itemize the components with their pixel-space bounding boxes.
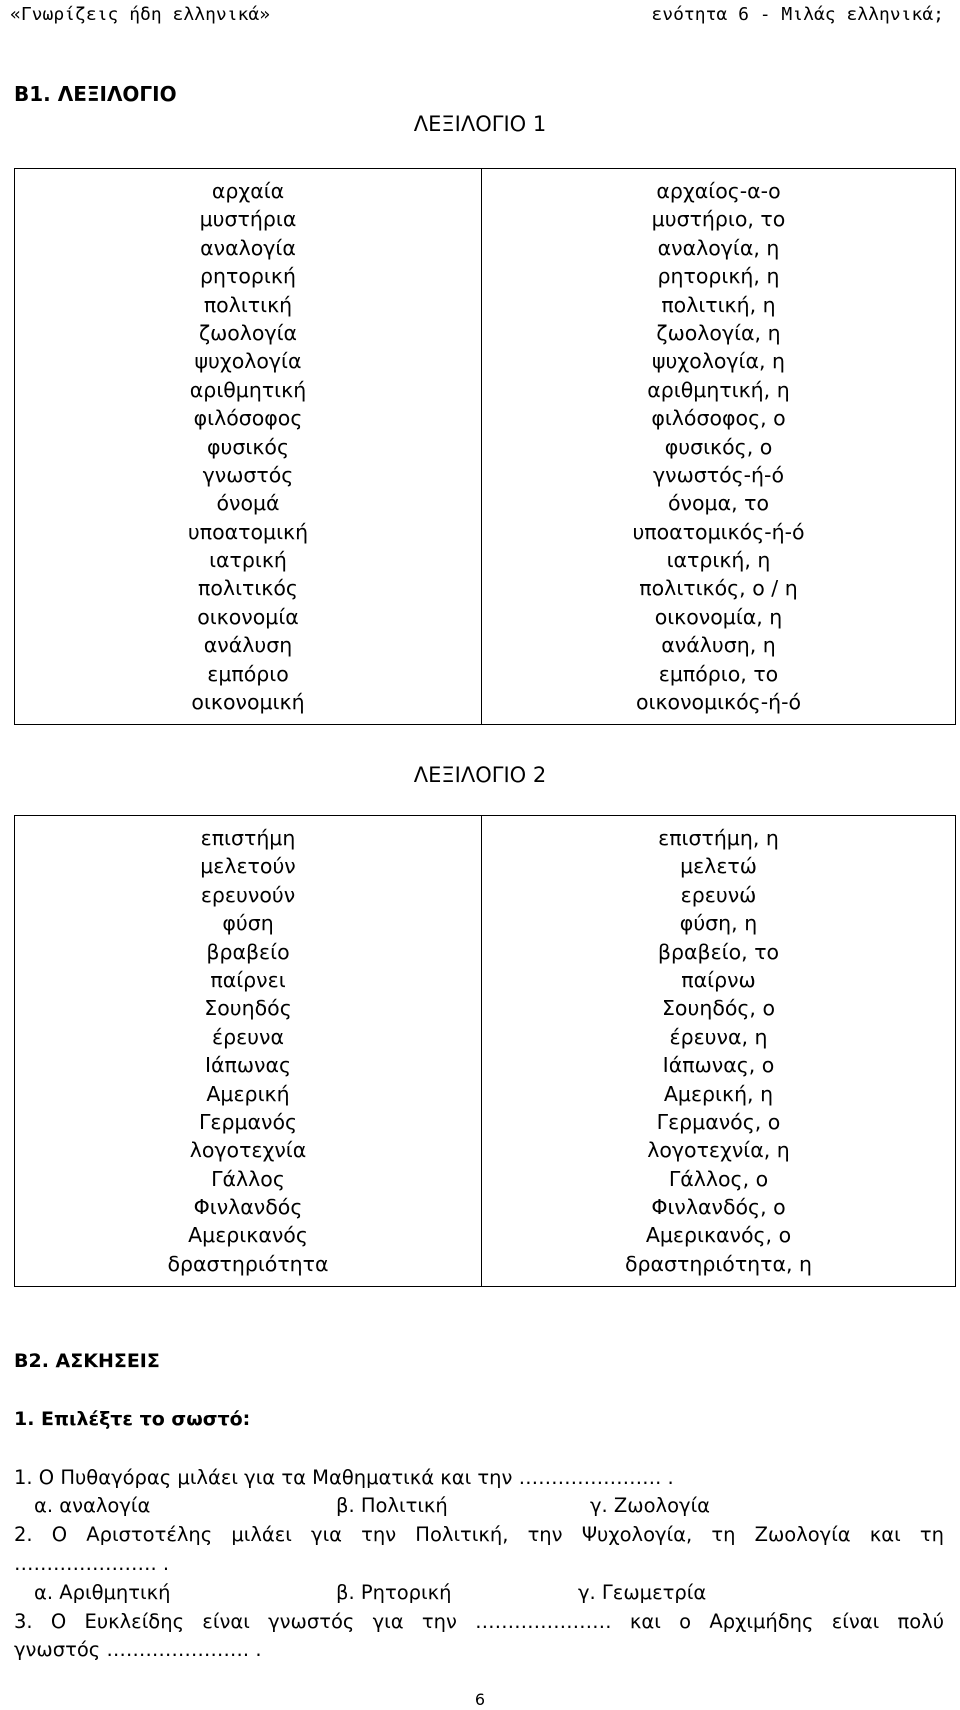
vocabulary-word: Γάλλος (211, 1166, 285, 1191)
vocabulary-word: αρχαία (211, 179, 285, 203)
vocabulary-word: πολιτική, η (661, 292, 776, 317)
vocabulary-2-title: ΛΕΞΙΛΟΓΙΟ 2 (413, 763, 547, 787)
header-unit-title: ενότητα 6 - Μιλάς ελληνικά; (651, 4, 944, 25)
vocabulary-word: Φινλανδός (193, 1195, 303, 1220)
vocabulary-word: παίρνω (681, 967, 756, 992)
vocabulary-word: ανάλυση, η (661, 633, 776, 658)
vocabulary-word: ρητορική, η (657, 264, 780, 289)
section-title-exercises: Β2. ΑΣΚΗΣΕΙΣ (14, 1350, 160, 1372)
vocabulary-word: Αμερικανός (188, 1223, 308, 1248)
vocabulary-word: βραβείο (206, 939, 290, 964)
page-number: 6 (474, 1690, 486, 1709)
vocabulary-word: επιστήμη, η (658, 826, 779, 850)
question-2-option-b: β. Ρητορική (336, 1581, 452, 1604)
vocabulary-1-table (14, 168, 956, 725)
vocabulary-word: εμπόριο, το (658, 661, 779, 686)
header-book-title: «Γνωρίζεις ήδη ελληνικά» (10, 4, 271, 25)
vocabulary-word: Αμερικανός, ο (645, 1223, 792, 1248)
vocabulary-word: φιλόσοφος, ο (651, 406, 786, 431)
vocabulary-2-base-forms (482, 816, 956, 1287)
vocabulary-word: Αμερική (206, 1081, 290, 1106)
vocabulary-word: ανάλυση (203, 633, 293, 658)
vocabulary-word: μυστήρια (199, 207, 297, 232)
vocabulary-2-words (15, 816, 482, 1287)
vocabulary-word: μελετώ (680, 854, 757, 879)
vocabulary-word: υποατομική (187, 519, 309, 544)
question-2-text: 2. Ο Αριστοτέλης μιλάει για την Πολιτική, την Ψυχολογία, τη Ζωολογία και τη (14, 1523, 944, 1546)
vocabulary-word: φύση, η (679, 911, 758, 936)
vocabulary-word: αναλογία, η (657, 235, 780, 260)
vocabulary-word: ψυχολογία, η (651, 349, 786, 374)
vocabulary-word: πολιτικός (198, 576, 298, 601)
vocabulary-word: Ιάπωνας, ο (662, 1053, 775, 1078)
vocabulary-word: οικονομία (197, 604, 299, 629)
vocabulary-word: ιατρική, η (666, 548, 771, 573)
vocabulary-word: παίρνει (210, 967, 286, 992)
vocabulary-word: λογοτεχνία (189, 1138, 307, 1163)
vocabulary-word: Φινλανδός, ο (651, 1195, 786, 1220)
question-3-blank: γνωστός …………………. . (14, 1638, 262, 1661)
vocabulary-word: αριθμητική (189, 377, 307, 402)
vocabulary-word: ερευνούν (200, 882, 296, 907)
vocabulary-word: έρευνα, η (669, 1024, 768, 1049)
question-2-option-a: α. Αριθμητική (34, 1581, 171, 1604)
vocabulary-word: έρευνα (211, 1024, 284, 1049)
vocabulary-word: Γάλλος, ο (668, 1166, 769, 1191)
vocabulary-word: πολιτική (203, 292, 293, 317)
vocabulary-word: γνωστός (202, 462, 294, 487)
vocabulary-word: Αμερική, η (663, 1081, 774, 1106)
exercise-1-title: 1. Επιλέξτε το σωστό: (14, 1408, 251, 1430)
vocabulary-word: μυστήριο, το (651, 207, 786, 232)
vocabulary-word: γνωστός-ή-ό (653, 462, 784, 487)
question-1-option-a: α. αναλογία (34, 1494, 151, 1517)
vocabulary-word: ιατρική (209, 548, 287, 573)
vocabulary-word: πολιτικός, ο / η (639, 576, 798, 601)
vocabulary-word: λογοτεχνία, η (647, 1138, 790, 1163)
vocabulary-word: υποατομικός-ή-ό (632, 519, 805, 544)
vocabulary-word: βραβείο, το (657, 939, 780, 964)
vocabulary-word: όνομα, το (667, 491, 769, 516)
page-header (10, 4, 944, 28)
vocabulary-word: εμπόριο (207, 661, 289, 686)
question-1-text: 1. Ο Πυθαγόρας μιλάει για τα Μαθηματικά και την …………………. . (14, 1466, 674, 1489)
question-2-option-c: γ. Γεωμετρία (578, 1581, 707, 1604)
section-title-vocabulary: Β1. ΛΕΞΙΛΟΓΙΟ (14, 82, 177, 106)
vocabulary-2-table (14, 815, 956, 1287)
vocabulary-word: οικονομική (191, 690, 305, 715)
question-2-blank: …………………. . (14, 1552, 170, 1575)
vocabulary-1-base-forms (482, 169, 956, 725)
vocabulary-word: ζωολογία, η (656, 320, 781, 345)
vocabulary-word: Γερμανός (198, 1109, 298, 1134)
vocabulary-word: φύση (222, 911, 274, 936)
question-1-option-b: β. Πολιτική (336, 1494, 448, 1517)
vocabulary-word: ρητορική (200, 264, 296, 289)
question-1-option-c: γ. Ζωολογία (590, 1494, 711, 1517)
vocabulary-word: ζωολογία (198, 320, 298, 345)
vocabulary-word: όνομά (216, 491, 280, 516)
vocabulary-word: Σουηδός (204, 996, 292, 1021)
vocabulary-word: φιλόσοφος (193, 406, 303, 431)
vocabulary-1-words (15, 169, 482, 725)
vocabulary-word: δραστηριότητα, η (624, 1251, 813, 1276)
vocabulary-word: Γερμανός, ο (656, 1109, 781, 1134)
vocabulary-word: Σουηδός, ο (661, 996, 776, 1021)
question-3-text: 3. Ο Ευκλείδης είναι γνωστός για την ………………… και ο Αρχιμήδης είναι πολύ (14, 1610, 944, 1633)
vocabulary-word: φυσικός, ο (664, 434, 773, 459)
vocabulary-word: μελετούν (200, 854, 296, 879)
vocabulary-word: Ιάπωνας (204, 1053, 292, 1078)
vocabulary-word: αρχαίος-α-ο (656, 179, 781, 203)
vocabulary-word: ερευνώ (680, 882, 757, 907)
vocabulary-word: αναλογία (200, 235, 296, 260)
vocabulary-1-title: ΛΕΞΙΛΟΓΙΟ 1 (413, 112, 547, 136)
vocabulary-word: φυσικός (207, 434, 289, 459)
vocabulary-word: ψυχολογία (194, 349, 302, 374)
vocabulary-word: αριθμητική, η (647, 377, 790, 402)
vocabulary-word: επιστήμη (200, 826, 296, 850)
vocabulary-word: οικονομία, η (654, 604, 783, 629)
vocabulary-word: οικονομικός-ή-ό (635, 690, 802, 715)
vocabulary-word: δραστηριότητα (167, 1251, 329, 1276)
